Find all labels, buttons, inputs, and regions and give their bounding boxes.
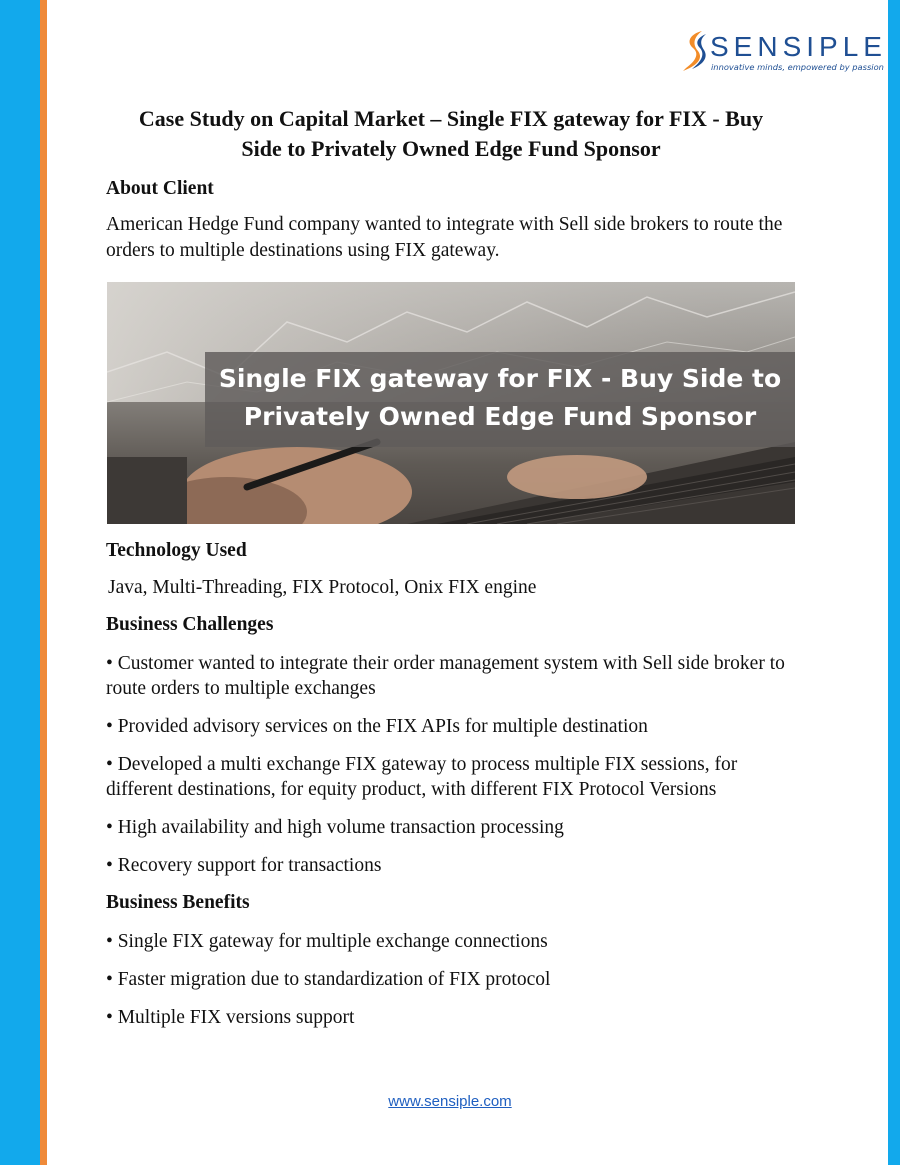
challenge-item-3: • Developed a multi exchange FIX gateway to process multiple FIX sessions, for different destinations, for equity product, with different FIX Protocol Versions [106, 754, 738, 800]
title-line-1: Case Study on Capital Market – Single FIX gateway for FIX - Buy [138, 106, 764, 131]
hero-image [107, 282, 795, 524]
challenge-item-1: • Customer wanted to integrate their order management system with Sell side broker to route orders to multiple exchanges [106, 653, 785, 699]
challenge-item-4: • High availability and high volume transaction processing [106, 817, 564, 838]
sensiple-s-logo-icon [680, 28, 710, 74]
technology-text: Java, Multi-Threading, FIX Protocol, Onix FIX engine [108, 577, 537, 598]
about-heading: About Client [106, 178, 214, 199]
benefit-item-1: • Single FIX gateway for multiple exchange connections [106, 931, 548, 952]
challenge-item-2: • Provided advisory services on the FIX APIs for multiple destination [106, 716, 648, 737]
left-orange-stripe [40, 0, 47, 1165]
benefit-item-3: • Multiple FIX versions support [106, 1007, 355, 1028]
page-title [106, 104, 796, 164]
hero-caption [205, 360, 795, 436]
benefits-heading: Business Benefits [106, 892, 250, 913]
website-link[interactable]: www.sensiple.com [388, 1093, 512, 1110]
right-blue-stripe [888, 0, 900, 1165]
hero-caption-line-1: Single FIX gateway for FIX - Buy Side to [218, 364, 782, 393]
sensiple-logo [680, 28, 887, 76]
challenge-item-5: • Recovery support for transactions [106, 855, 382, 876]
logo-wordmark: SENSIPLE [710, 31, 887, 62]
about-text: American Hedge Fund company wanted to integrate with Sell side brokers to route the orders to multiple destinations using FIX gateway. [106, 214, 783, 261]
title-line-2: Side to Privately Owned Edge Fund Sponsor [241, 136, 661, 161]
challenges-heading: Business Challenges [106, 614, 274, 635]
document-body [106, 104, 796, 1030]
hero-caption-line-2: Privately Owned Edge Fund Sponsor [243, 402, 757, 431]
left-blue-stripe [0, 0, 40, 1165]
logo-tagline: innovative minds, empowered by passion [711, 62, 884, 72]
technology-heading: Technology Used [106, 540, 247, 561]
benefit-item-2: • Faster migration due to standardization of FIX protocol [106, 969, 551, 990]
